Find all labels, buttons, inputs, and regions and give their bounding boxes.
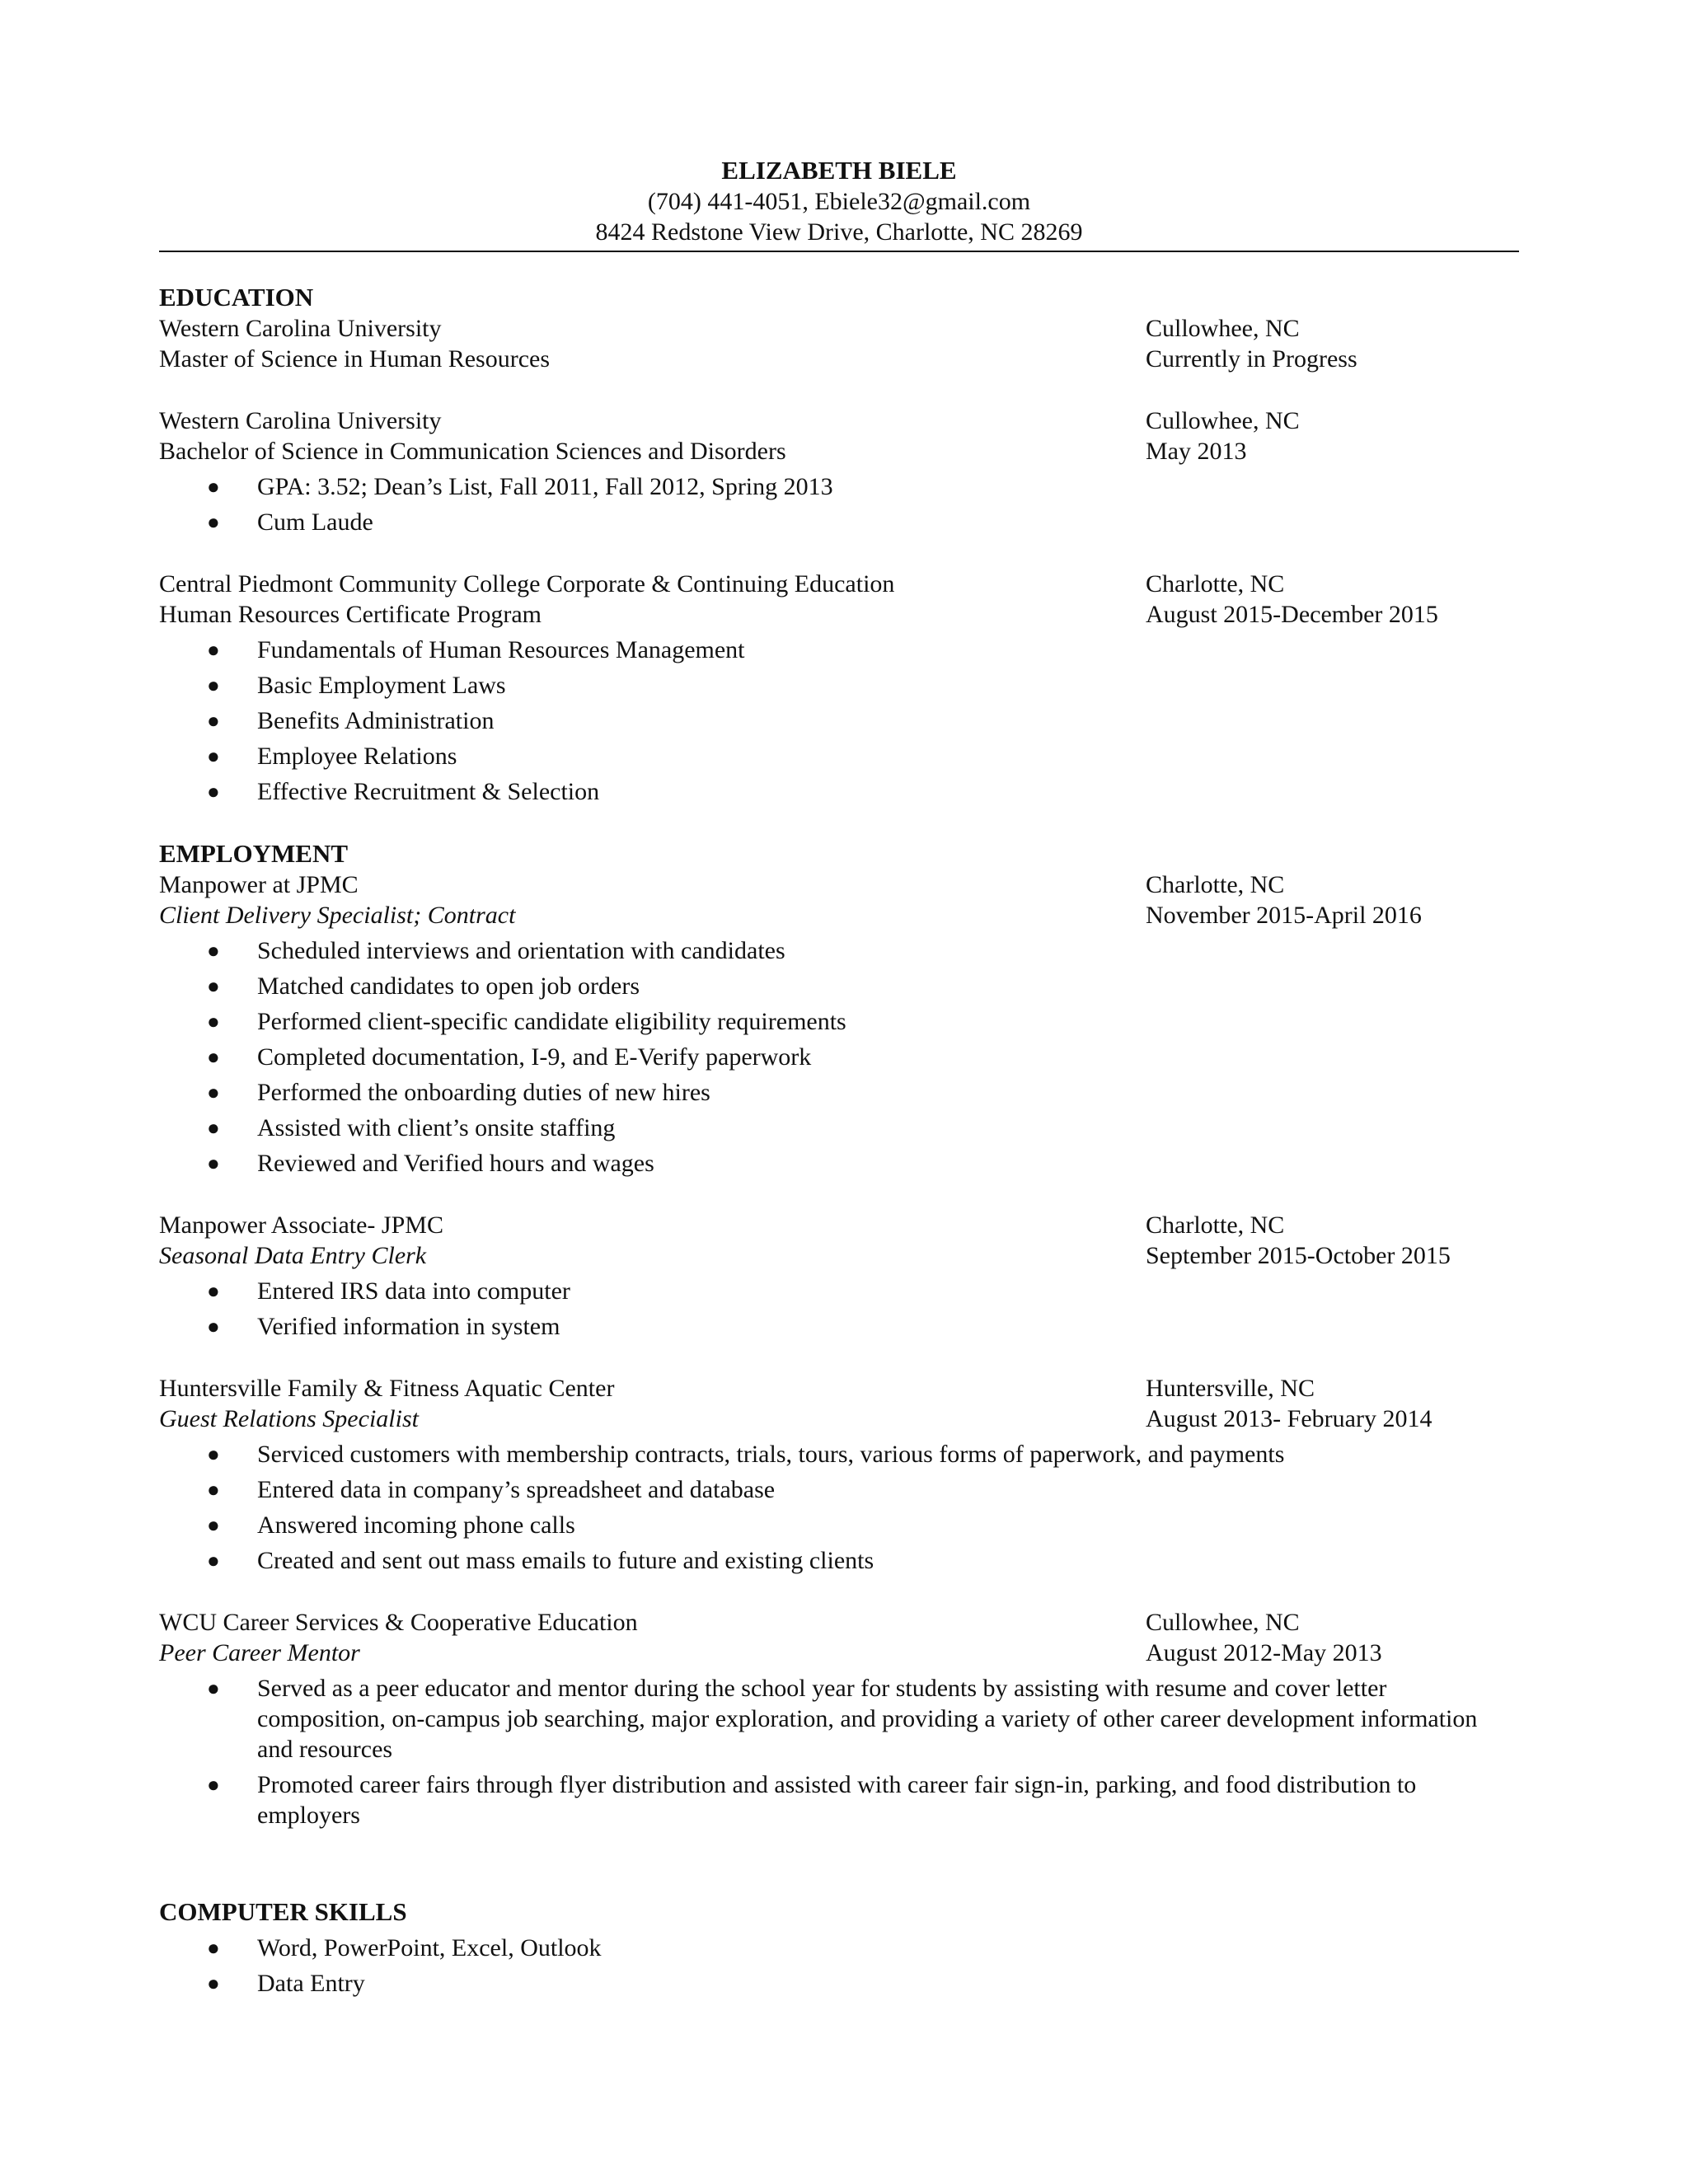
list-item: ● Matched candidates to open job orders: [207, 972, 640, 1000]
job-dates: August 2012-May 2013: [1146, 1639, 1382, 1666]
employer-name: Manpower at JPMC: [159, 871, 359, 898]
list-item: ● Serviced customers with membership contracts, trials, tours, various forms of paperwork, and payments: [207, 1441, 1285, 1468]
list-item: ● Data Entry: [207, 1970, 365, 1997]
education-heading: EDUCATION: [159, 283, 314, 312]
education-institution: Western Carolina University: [159, 315, 442, 342]
job-dates: November 2015-April 2016: [1146, 902, 1422, 929]
job-duties: [159, 935, 1519, 1179]
list-item: ● GPA: 3.52; Dean’s List, Fall 2011, Fall 2012, Spring 2013: [207, 473, 833, 500]
list-item: ● Performed the onboarding duties of new hires: [207, 1079, 710, 1106]
list-item: ● Effective Recruitment & Selection: [207, 778, 600, 805]
employer-location: Charlotte, NC: [1146, 1212, 1285, 1239]
bullet-icon: ●: [207, 475, 220, 499]
job-dates: September 2015-October 2015: [1146, 1242, 1451, 1269]
education-details: [159, 471, 1519, 537]
job-dates: August 2013- February 2014: [1146, 1405, 1432, 1432]
education-program: Bachelor of Science in Communication Sciences and Disorders: [159, 438, 786, 465]
list-item: ● Basic Employment Laws: [207, 672, 506, 699]
list-item: ● Promoted career fairs through flyer distribution and assisted with career fair sign-in, parking, and food distribution to employers: [207, 1771, 1417, 1829]
list-item: ● Verified information in system: [207, 1313, 560, 1340]
job-role: Seasonal Data Entry Clerk: [159, 1242, 427, 1269]
employer-location: Charlotte, NC: [1146, 871, 1285, 898]
bullet-icon: ●: [207, 1549, 220, 1572]
employment-entry: [159, 869, 1519, 1179]
list-item: ● Reviewed and Verified hours and wages: [207, 1150, 654, 1177]
employment-entry: [159, 1373, 1519, 1576]
bullet-icon: ●: [207, 780, 220, 804]
education-date: May 2013: [1146, 438, 1247, 465]
employment-entry: [159, 1210, 1519, 1342]
job-duties: [159, 1673, 1519, 1830]
bullet-icon: ●: [207, 1151, 220, 1175]
education-entry: [159, 405, 1519, 537]
resume-page: [159, 155, 1519, 1999]
bullet-icon: ●: [207, 1442, 220, 1466]
job-duties: [159, 1439, 1519, 1576]
list-item: ● Performed client-specific candidate eligibility requirements: [207, 1008, 846, 1035]
employer-name: Manpower Associate- JPMC: [159, 1212, 443, 1239]
education-entry: [159, 569, 1519, 807]
bullet-icon: ●: [207, 1315, 220, 1338]
education-location: Charlotte, NC: [1146, 570, 1285, 598]
bullet-icon: ●: [207, 744, 220, 768]
education-entry: [159, 313, 1519, 374]
employment-heading: EMPLOYMENT: [159, 839, 349, 868]
bullet-icon: ●: [207, 638, 220, 662]
employer-location: Huntersville, NC: [1146, 1375, 1315, 1402]
education-institution: Central Piedmont Community College Corporate & Continuing Education: [159, 570, 895, 598]
bullet-icon: ●: [207, 939, 220, 963]
bullet-icon: ●: [207, 974, 220, 998]
bullet-icon: ●: [207, 1513, 220, 1537]
bullet-icon: ●: [207, 1010, 220, 1033]
resume-header: [159, 155, 1519, 247]
list-item: ● Fundamentals of Human Resources Management: [207, 636, 745, 663]
education-location: Cullowhee, NC: [1146, 315, 1300, 342]
education-institution: Western Carolina University: [159, 407, 442, 434]
list-item: ● Word, PowerPoint, Excel, Outlook: [207, 1934, 602, 1961]
list-item: ● Completed documentation, I-9, and E-Verify paperwork: [207, 1043, 812, 1071]
bullet-icon: ●: [207, 673, 220, 697]
bullet-icon: ●: [207, 1478, 220, 1502]
job-role: Peer Career Mentor: [159, 1639, 360, 1666]
education-date: August 2015-December 2015: [1146, 601, 1438, 628]
bullet-icon: ●: [207, 1773, 220, 1797]
contact-line: (704) 441-4051, Ebiele32@gmail.com: [647, 188, 1031, 215]
job-duties: [159, 1276, 1519, 1342]
job-role: Guest Relations Specialist: [159, 1405, 419, 1432]
list-item: ● Entered data in company’s spreadsheet and database: [207, 1476, 776, 1503]
skills-list: [159, 1933, 1519, 1999]
bullet-icon: ●: [207, 1116, 220, 1140]
bullet-icon: ●: [207, 1045, 220, 1069]
bullet-icon: ●: [207, 1971, 220, 1995]
list-item: ● Scheduled interviews and orientation with candidates: [207, 937, 785, 964]
candidate-name: ELIZABETH BIELE: [721, 156, 957, 185]
education-details: [159, 635, 1519, 807]
list-item: ● Served as a peer educator and mentor during the school year for students by assisting with resume and cover letter composition, on-campus job searching, major exploration, and providing a variety of other career development information and resources: [207, 1675, 1478, 1763]
bullet-icon: ●: [207, 1676, 220, 1700]
list-item: ● Entered IRS data into computer: [207, 1277, 570, 1305]
education-program: Human Resources Certificate Program: [159, 601, 542, 628]
education-date: Currently in Progress: [1146, 345, 1357, 373]
bullet-icon: ●: [207, 1936, 220, 1960]
skills-heading: COMPUTER SKILLS: [159, 1897, 407, 1926]
list-item: ● Cum Laude: [207, 509, 373, 536]
education-program: Master of Science in Human Resources: [159, 345, 551, 373]
list-item: ● Created and sent out mass emails to future and existing clients: [207, 1547, 874, 1574]
list-item: ● Assisted with client’s onsite staffing: [207, 1114, 616, 1141]
bullet-icon: ●: [207, 709, 220, 733]
bullet-icon: ●: [207, 510, 220, 534]
employment-entry: [159, 1607, 1519, 1830]
education-location: Cullowhee, NC: [1146, 407, 1300, 434]
bullet-icon: ●: [207, 1080, 220, 1104]
address-line: 8424 Redstone View Drive, Charlotte, NC 28269: [595, 218, 1083, 246]
employer-name: Huntersville Family & Fitness Aquatic Center: [159, 1375, 615, 1402]
employer-name: WCU Career Services & Cooperative Education: [159, 1609, 638, 1636]
bullet-icon: ●: [207, 1279, 220, 1303]
job-role: Client Delivery Specialist; Contract: [159, 902, 516, 929]
list-item: ● Answered incoming phone calls: [207, 1511, 575, 1539]
list-item: ● Benefits Administration: [207, 707, 495, 734]
employer-location: Cullowhee, NC: [1146, 1609, 1300, 1636]
list-item: ● Employee Relations: [207, 743, 457, 770]
